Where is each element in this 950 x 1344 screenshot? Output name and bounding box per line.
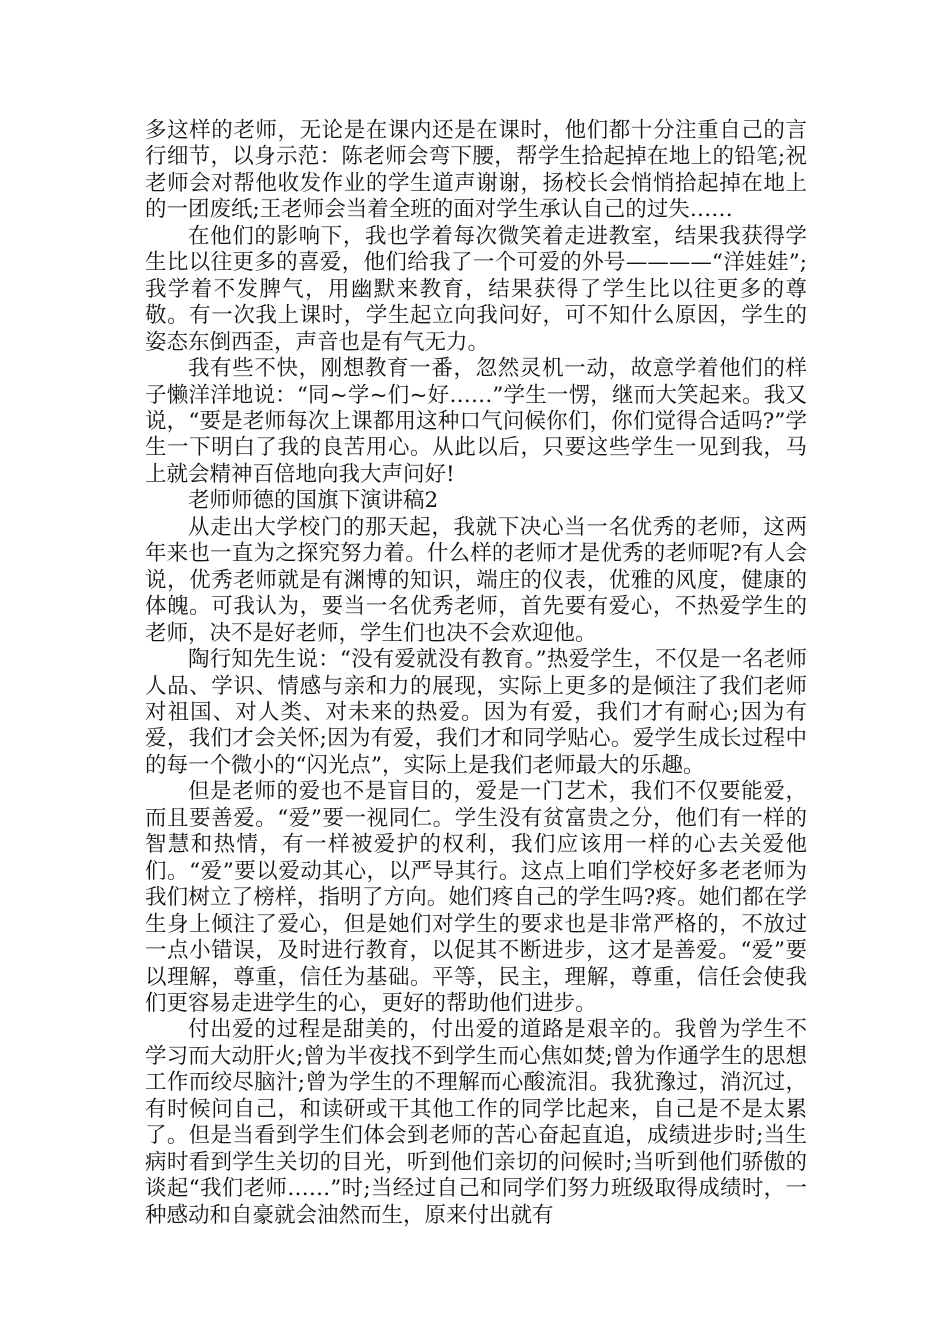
body-paragraph: 但是老师的爱也不是盲目的，爱是一门艺术，我们不仅要能爱，而且要善爱。“爱”要一视同仁。学生没有贫富贵之分，他们有一样的智慧和热情，有一样被爱护的权利，我们应该用一样的心去关爱他们。“爱”要以爱动其心，以严导其行。这点上咱们学校好多老老师为我们树立了榜样，指明了方向。她们疼自己的学生吗?疼。她们都在学生身上倾注了爱心，但是她们对学生的要求也是非常严格的，不放过一点小错误，及时进行教育，以促其不断进步，这才是善爱。“爱”要以理解，尊重，信任为基础。平等，民主，理解，尊重，信任会使我们更容易走进学生的心，更好的帮助他们进步。 [145,779,807,1016]
body-paragraph: 付出爱的过程是甜美的，付出爱的道路是艰辛的。我曾为学生不学习而大动肝火;曾为半夜找不到学生而心焦如焚;曾为作通学生的思想工作而绞尽脑汁;曾为学生的不理解而心酸流泪。我犹豫过，消沉过，有时候问自己，和读研或干其他工作的同学比起来，自己是不是太累了。但是当看到学生们体会到老师的苦心奋起直追，成绩进步时;当生病时看到学生关切的目光，听到他们亲切的问候时;当听到他们骄傲的谈起“我们老师……”时;当经过自己和同学们努力班级取得成绩时，一种感动和自豪就会油然而生，原来付出就有 [145,1017,807,1228]
body-paragraph: 从走出大学校门的那天起，我就下决心当一名优秀的老师，这两年来也一直为之探究努力着。什么样的老师才是优秀的老师呢?有人会说，优秀老师就是有渊博的知识，端庄的仪表，优雅的风度，健康的体魄。可我认为，要当一名优秀老师，首先要有爱心，不热爱学生的老师，决不是好老师，学生们也决不会欢迎他。 [145,514,807,646]
section-title: 老师师德的国旗下演讲稿2 [188,488,439,514]
body-paragraph: 在他们的影响下，我也学着每次微笑着走进教室，结果我获得学生比以往更多的喜爱，他们给我了一个可爱的外号————“洋娃娃”;我学着不发脾气，用幽默来教育，结果获得了学生比以往更多的尊敬。有一次我上课时，学生起立向我问好，可不知什么原因，学生的姿态东倒西歪，声音也是有气无力。 [145,223,807,355]
body-paragraph: 多这样的老师，无论是在课内还是在课时，他们都十分注重自己的言行细节，以身示范：陈老师会弯下腰，帮学生拾起掉在地上的铅笔;祝老师会对帮他收发作业的学生道声谢谢，扬校长会悄悄拾起掉在地上的一团废纸;王老师会当着全班的面对学生承认自己的过失…… [145,118,807,223]
body-paragraph: 我有些不快，刚想教育一番，忽然灵机一动，故意学着他们的样子懒洋洋地说：“同~学~们~好……”学生一愣，继而大笑起来。我又说，“要是老师每次上课都用这种口气问候你们，你们觉得合适吗?”学生一下明白了我的良苦用心。从此以后，只要这些学生一见到我，马上就会精神百倍地向我大声问好! [145,356,807,487]
body-paragraph: 陶行知先生说：“没有爱就没有教育。”热爱学生，不仅是一名老师人品、学识、情感与亲和力的展现，实际上更多的是倾注了我们老师对祖国、对人类、对未来的热爱。因为有爱，我们才有耐心;因为有爱，我们才会关怀;因为有爱，我们才和同学贴心。爱学生成长过程中的每一个微小的“闪光点”，实际上是我们老师最大的乐趣。 [145,647,807,778]
document-page [145,118,807,1229]
